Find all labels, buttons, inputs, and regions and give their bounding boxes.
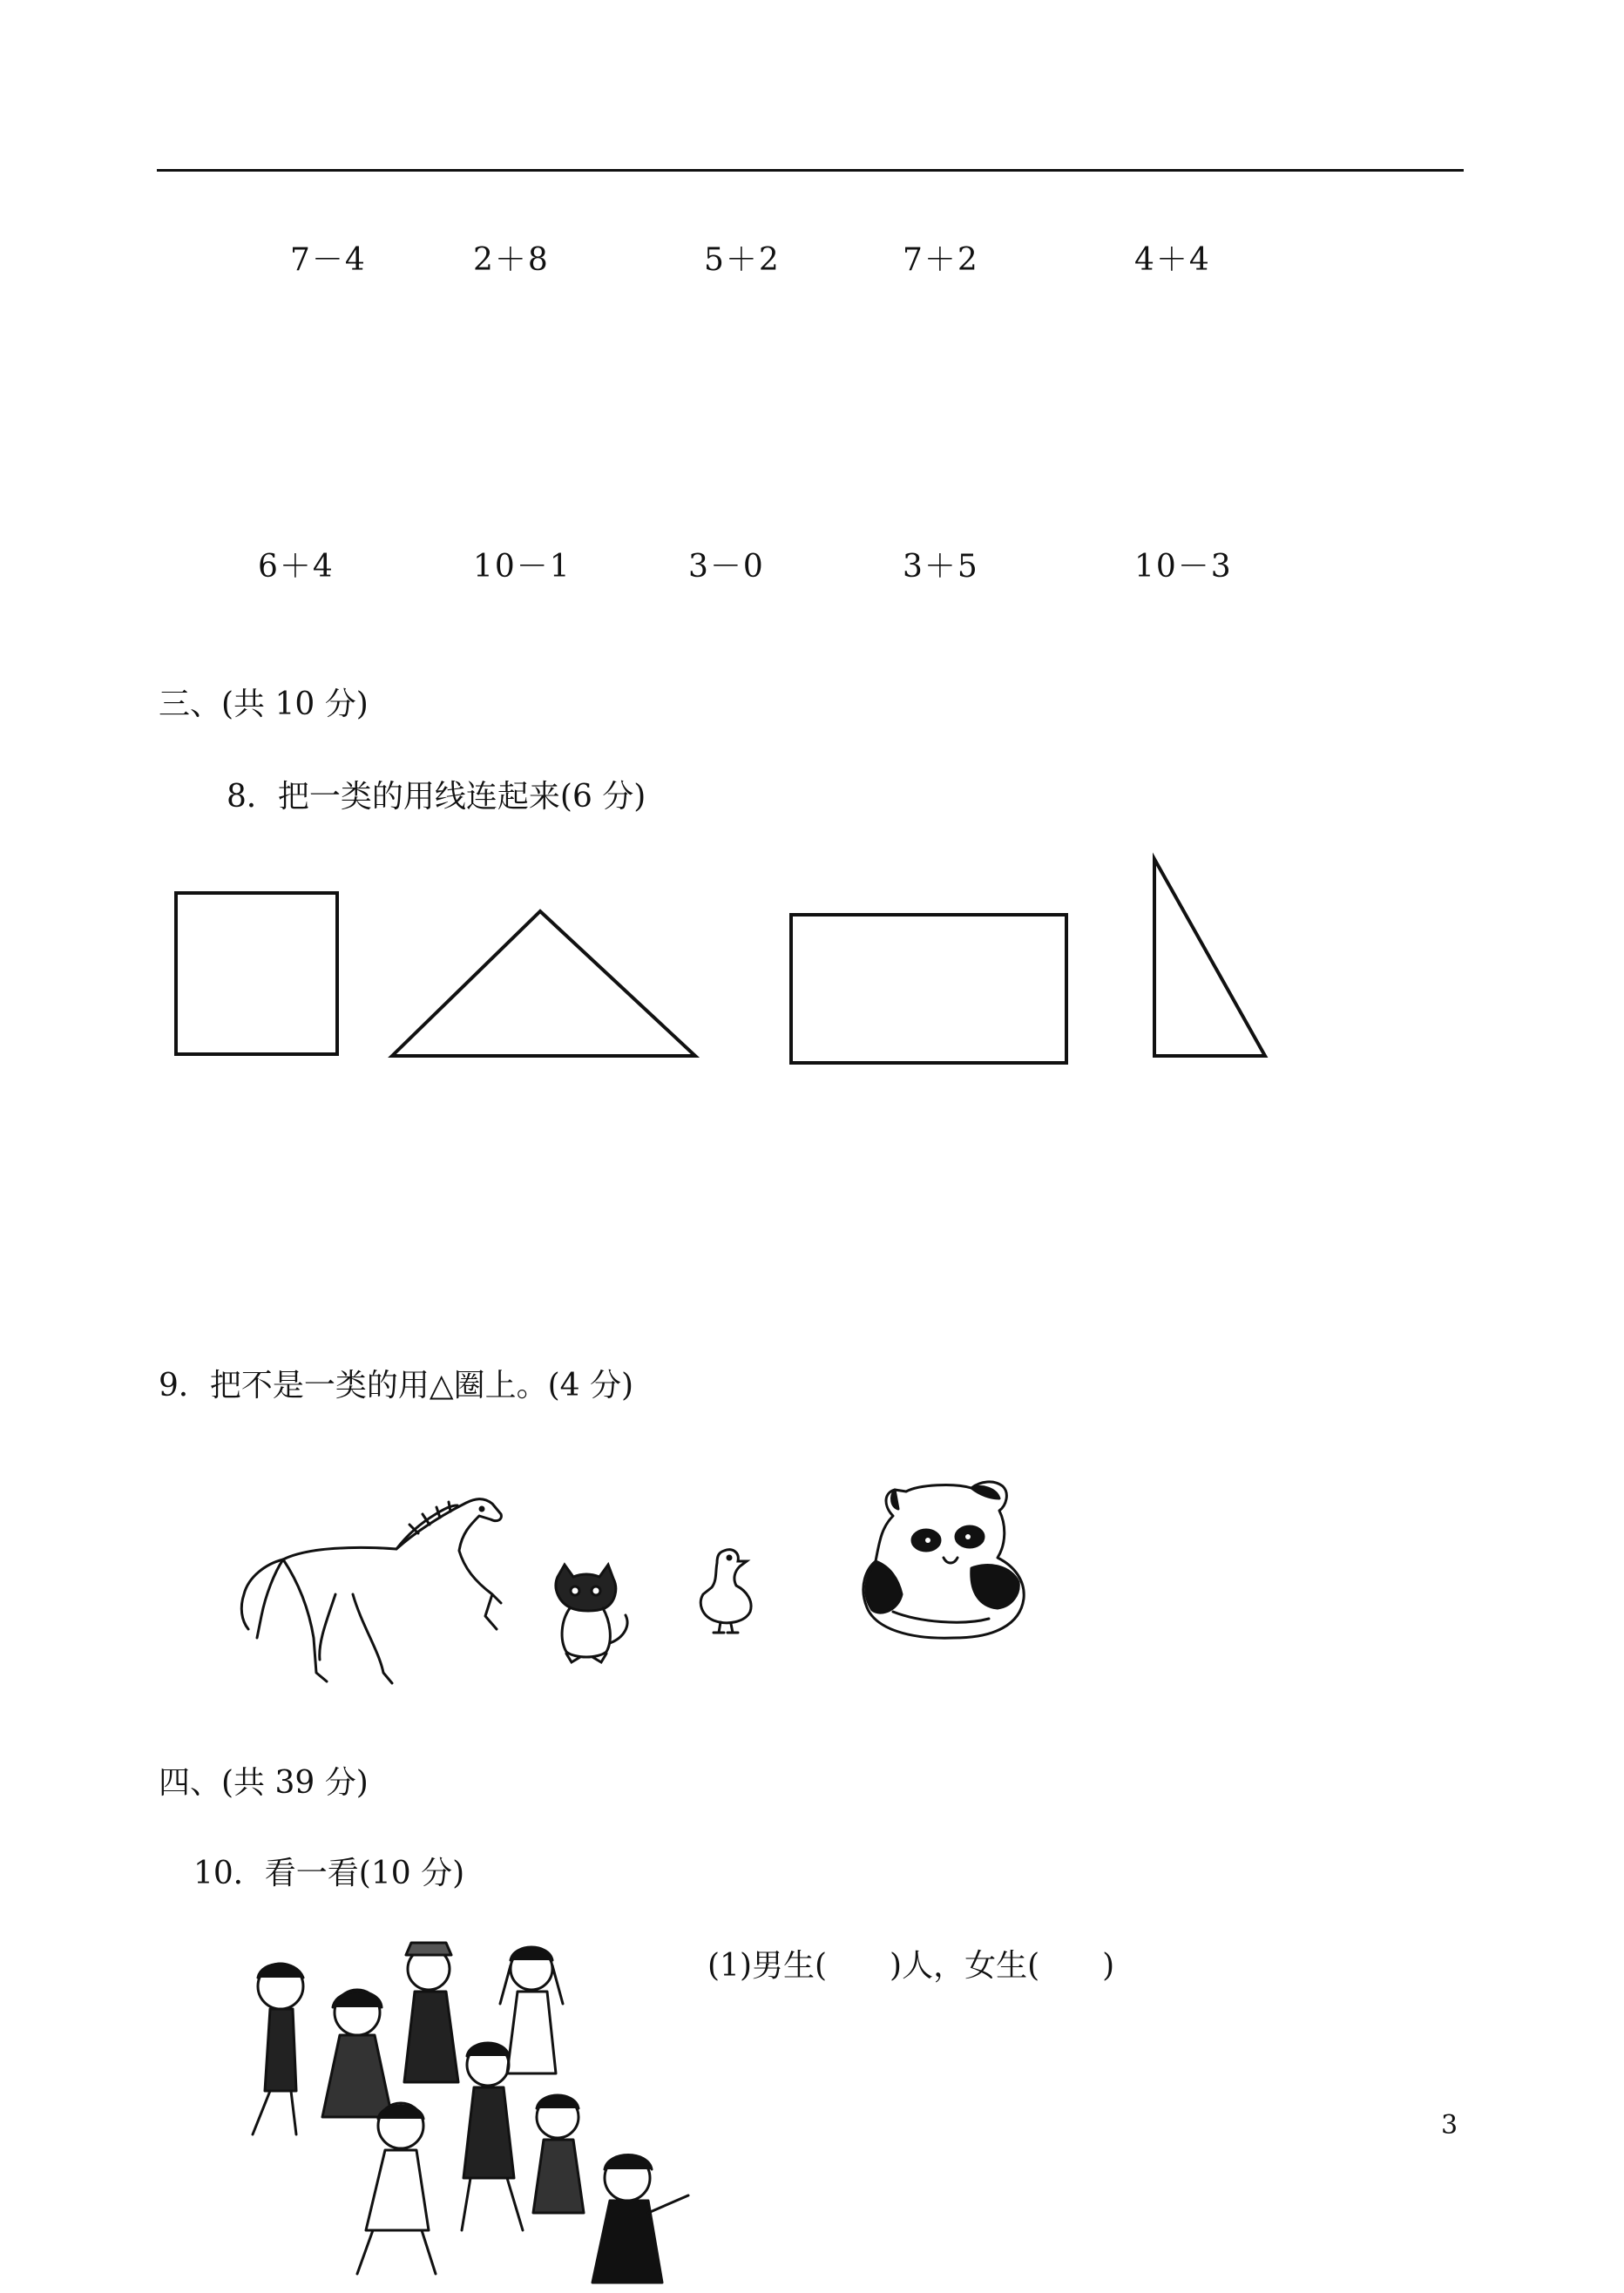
question-8: 8．把一类的用线连起来(6 分) (227, 779, 646, 815)
expression: 10－3 (1134, 549, 1233, 585)
expression: 7＋2 (903, 242, 979, 278)
expression: 2＋8 (473, 242, 550, 278)
top-rule (157, 169, 1464, 172)
expression: 10－1 (473, 549, 572, 585)
horse-icon (231, 1464, 510, 1699)
section-heading: 三、(共 10 分) (159, 687, 369, 722)
expression: 7－4 (290, 242, 367, 278)
cat-icon (540, 1559, 636, 1673)
duck-icon (693, 1542, 762, 1638)
right-triangle-shape (1141, 852, 1272, 1070)
question-10: 10．看一看(10 分) (193, 1856, 465, 1891)
expression: 4＋4 (1134, 242, 1211, 278)
panda-icon (841, 1464, 1076, 1681)
page-number: 3 (1441, 2110, 1458, 2141)
expression: 5＋2 (704, 242, 781, 278)
expression: 3－0 (688, 549, 765, 585)
rectangle-shape (784, 906, 1080, 1072)
question-9: 9．把不是一类的用△圈上。(4 分) (159, 1368, 634, 1404)
expression: 3＋5 (903, 549, 979, 585)
expression: 6＋4 (258, 549, 335, 585)
isosceles-triangle-shape (383, 897, 706, 1063)
children-group-icon (227, 1917, 697, 2293)
square-shape (166, 880, 348, 1063)
question-10-part-1: (1)男生( )人，女生( ) (707, 1948, 1115, 1984)
section-heading: 四、(共 39 分) (159, 1765, 369, 1801)
